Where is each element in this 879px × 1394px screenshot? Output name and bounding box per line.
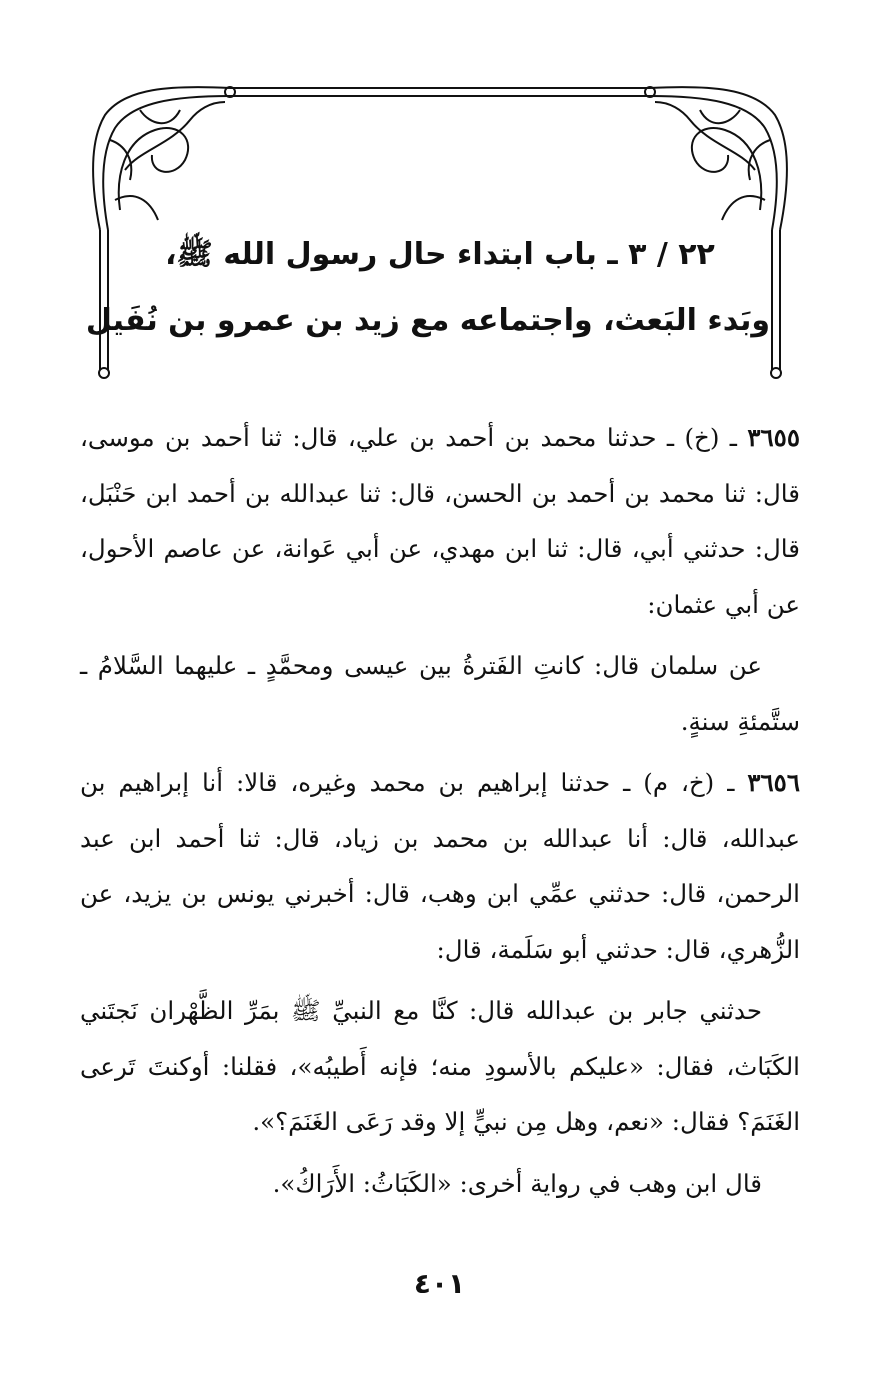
hadith-3656-isnad xyxy=(80,755,800,977)
hadith-3655-isnad xyxy=(80,410,800,632)
hadith-isnad-text: ـ (خ، م) ـ حدثنا إبراهيم بن محمد وغيره، قالا: أنا إبراهيم بن عبدالله، قال: أنا عبدالله بن محمد بن زياد، قال: ثنا أحمد ابن عبد الرحمن، قال: حدثني عمِّي ابن وهب، قال: أخبرني يونس بن يزيد، عن الزُّهري، قال: حدثني أبو سَلَمة، قال: xyxy=(80,768,800,964)
hadith-isnad-text: ـ (خ) ـ حدثنا محمد بن أحمد بن علي، قال: ثنا أحمد بن موسى، قال: ثنا محمد بن أحمد بن الحسن، قال: ثنا عبدالله بن أحمد ابن حَنْبَل، قال: حدثني أبي، قال: ثنا ابن مهدي، عن أبي عَوانة، عن عاصم الأحول، عن أبي عثمان: xyxy=(80,423,800,619)
chapter-heading xyxy=(85,222,770,354)
hadith-3655-matn: عن سلمان قال: كانتِ الفَترةُ بين عيسى ومحمَّدٍ ـ عليهما السَّلامُ ـ ستَّمئةِ سنةٍ. xyxy=(80,651,800,736)
hadith-3656-matn: حدثني جابر بن عبدالله قال: كنَّا مع النبيِّ ﷺ بمَرِّ الظَّهْران نَجتَني الكَبَاث، فقال: «عليكم بالأسودِ منه؛ فإنه أَطيبُه»، فقلنا: أوكنتَ تَرعى الغَنَمَ؟ فقال: «نعم، وهل مِن نبيٍّ إلا وقد رَعَى الغَنَمَ؟». xyxy=(80,996,800,1136)
page-body xyxy=(80,410,800,1217)
hadith-number: ٣٦٥٥ xyxy=(747,423,800,452)
chapter-heading-line-2: وبَدء البَعث، واجتماعه مع زيد بن عمرو بن نُفَيل xyxy=(85,303,770,338)
hadith-number: ٣٦٥٦ xyxy=(747,768,800,797)
chapter-heading-line-1: ٢٢ / ٣ ـ باب ابتداء حال رسول الله ﷺ، xyxy=(165,237,715,272)
hadith-3656-riwaya: قال ابن وهب في رواية أخرى: «الكَبَاثُ: الأَرَاكُ». xyxy=(272,1168,762,1198)
page-number: ٤٠١ xyxy=(413,1267,466,1300)
